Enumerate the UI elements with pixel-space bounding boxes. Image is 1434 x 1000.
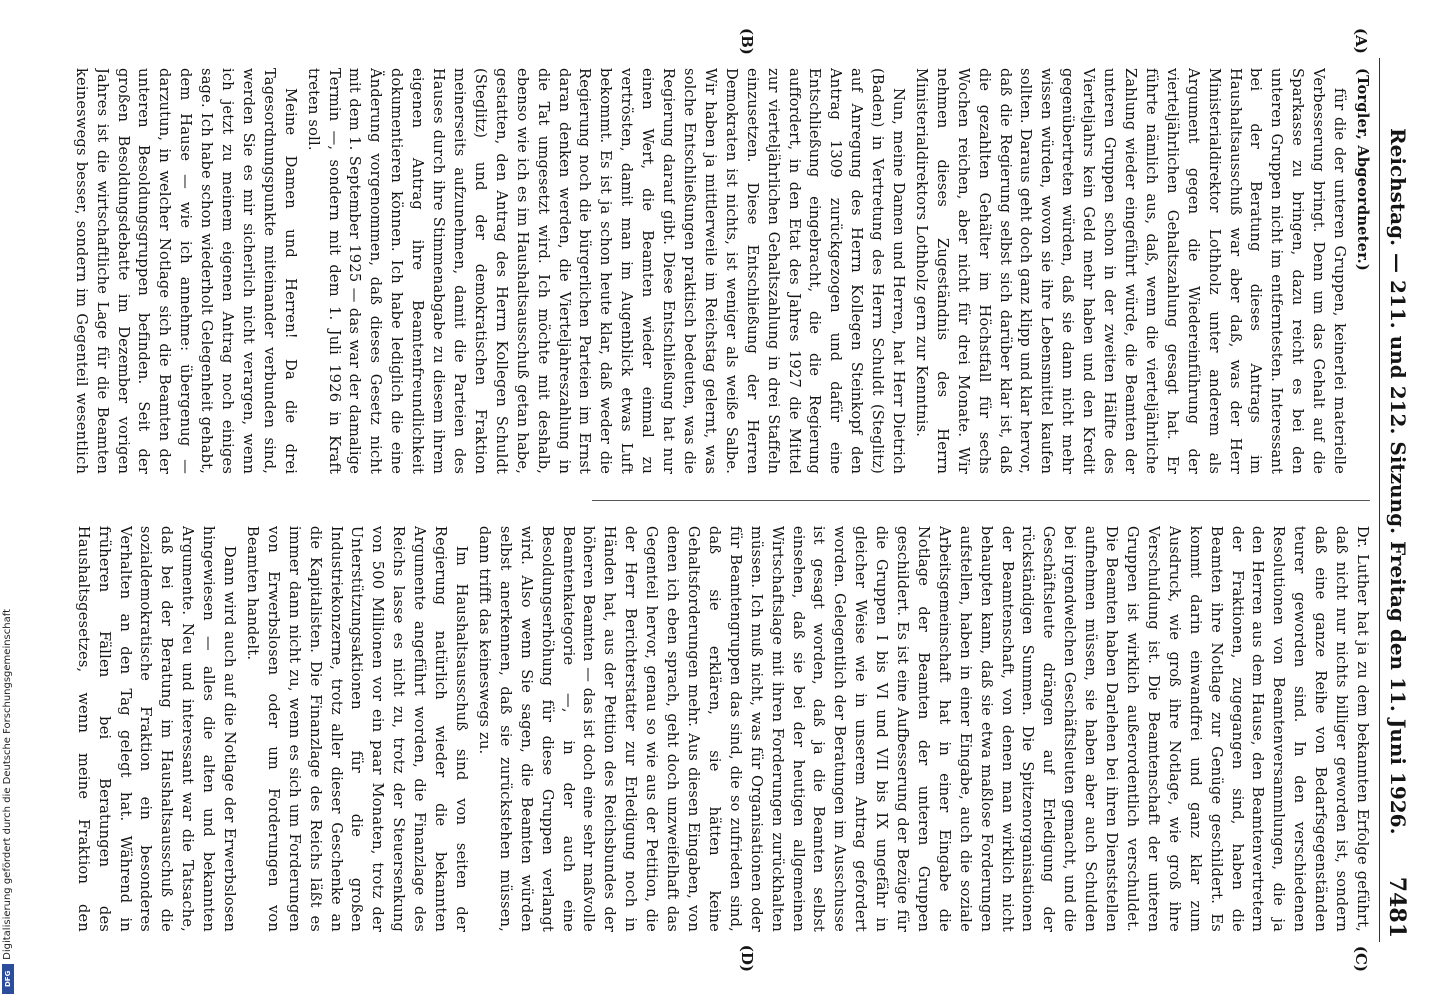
left-paragraph: Nun, meine Damen und Herren, hat Herr Dietrich (Baden) in Vertretung des Herrn Schuldt (Steglitz) auf Anregung des Herrn Kollegen Steinkopf den Antrag 1309 zurückgezogen und dafür eine Entschließung eingebracht, die die Regierung auffordert, in den Etat des Jahres 1927 die Mittel zur vierteljährlichen Gehaltszahlung in drei Staffeln einzusetzen. Diese Entschließung der Herren Demokraten ist nichts, ist weniger als weiße Salbe. Wir haben ja mittlerweile im Reichstag gelernt, was solche Entschließungen praktisch bedeuten, was die Regierung darauf gibt. Diese Entschließung hat nur einen Wert, die Beamten wieder einmal zu vertrösten, damit man im Augenblick etwas Luft bekommt. Es ist ja schon heute klar, daß weder die Regierung noch die bürgerlichen Parteien im Ernst daran denken werden, die Vierteljahreszahlung in die Tat umgesetzt wird. Ich möchte mit deshalb, ebenso wie ich es im Haushaltsausschuß getan habe, gestatten, den Antrag des Herrn Kollegen Schuldt (Steglitz) und der demokratischen Fraktion meinerseits aufzunehmen, damit die Parteien des Hauses durch ihre Stimmenabgabe zu diesem ihrem eigenen Antrag ihre Beamtenfreundlichkeit dokumentieren können. Ich habe lediglich die eine Änderung vorgenommen, daß dieses Gesetz nicht mit dem 1. September 1925 — das war der damalige Termin —, sondern mit dem 1. Juli 1926 in Kraft treten soll. <box>304 68 908 475</box>
speaker-line: (Torgler, Abgeordneter.) <box>1354 68 1371 272</box>
credit-text: Digitalisierung gefördert durch die Deutsche Forschungsgemeinschaft <box>2 609 13 960</box>
page-header <box>1379 58 1414 942</box>
text-columns <box>72 28 1372 972</box>
left-paragraph: Meine Damen und Herren! Da die drei Tagesordnungspunkte miteinander verbunden sind, werden Sie es mir sicherlich nicht verargen, wenn ich jetzt zu meinem eigenen Antrag noch einiges sage. Ich habe schon wiederholt Gelegenheit gehabt, dem Hause — wie ich annehme: übergenug — darzutun, in welcher Notlage sich die Beamten der unteren Besoldungsgruppen befinden. Seit der großen Besoldungsdebatte im Dezember vorigen Jahres ist die wirtschaftliche Lage für die Beamten keineswegs besser, sondern im Gegenteil wesentlich <box>72 68 299 475</box>
page-number: 7481 <box>1384 876 1410 938</box>
right-paragraph: Im Haushaltsausschuß sind von seiten der Regierung natürlich wieder die bekannten Argumente angeführt worden, die Finanzlage des Reichs lasse es nicht zu, trotz der Steuersenkung von 500 Millionen vor ein paar Monaten, trotz der Unterstützungsaktionen für die großen Industriekonzerne, trotz aller dieser Geschenke an die Kapitalisten. Die Finanzlage des Reichs läßt es immer dann nicht zu, wenn es sich um Forderungen von Erwerbslosen oder um Forderungen von Beamten handelt. <box>243 525 471 932</box>
margin-letter-b: (B) <box>738 28 756 55</box>
margin-letter-d: (D) <box>738 944 756 972</box>
digitization-credit <box>0 600 18 1000</box>
margin-letter-c: (C) <box>1352 945 1370 972</box>
left-paragraph: für die der unteren Gruppen, keinerlei materielle Verbesserung bringt. Denn um das Gehalt auf die Sparkasse zu bringen, dazu reicht es bei den unteren Gruppen nicht im entferntesten. Interessant bei der Beratung dieses Antrags im Haushaltsausschuß war aber daß, was der Herr Ministerialdirektor Lothholz unter anderem als Argument gegen die Wiedereinführung der vierteljährlichen Gehaltszahlung gesagt hat. Er führte nämlich aus, daß, wenn die vierteljährliche Zahlung wieder eingeführt würde, die Beamten der unteren Gruppen schon in der zweiten Hälfte des Vierteljahrs kein Geld mehr haben und den Kredit gegenübertreten würden, daß sie dann nicht mehr wissen würden, wovon sie ihre Lebensmittel kaufen sollten. Daraus geht doch ganz klipp und klar hervor, daß die Regierung selbst sich darüber klar ist, daß die gezahlten Gehälter im Höchstfall für sechs Wochen reichen, aber nicht für drei Monate. Wir nehmen dieses Zugeständnis des Herrn Ministerialdirektors Lothholz gern zur Kenntnis. <box>912 68 1349 475</box>
right-column <box>72 526 1372 932</box>
right-paragraph: Dr. Luther hat ja zu dem bekannten Erfolge geführt, daß nicht nur nichts billiger geworden ist, sondern daß eine ganze Reihe von Bedarfsgegenständen teurer geworden sind. In den verschiedenen Resolutionen von Beamtenversammlungen, die ja den Herren aus dem Hause, den Beamtenvertretern der Fraktionen, zugegangen sind, haben die Beamten ihre Notlage zur Genüge geschildert. Es kommt darin einwandfrei und ganz klar zum Ausdruck, wie groß ihre Notlage, wie groß ihre Verschuldung ist. Die Beamtenschaft der unteren Gruppen ist wirklich außerordentlich verschuldet. Die Beamten haben Darlehen bei ihren Dienststellen aufnehmen müssen, sie haben aber auch Schulden bei irgendwelchen Geschäftsleuten gemacht, und die Geschäftsleute drängen auf Erledigung der rückständigen Summen. Die Spitzenorganisationen der Beamtenschaft, von denen man wirklich nicht behaupten kann, daß sie etwa maßlose Forderungen aufstellen, haben in einer Eingabe, auch die soziale Arbeitsgemeinschaft hat in einer Eingabe die Notlage der Beamten der unteren Gruppen geschildert. Es ist eine Aufbesserung der Bezüge für die Gruppen I bis VI und VII bis IX ungefähr in gleicher Weise wie in unserem Antrag gefordert worden. Gelegentlich der Beratungen im Ausschusse ist gesagt worden, daß ja die Beamten selbst einsehen, daß sie bei der heutigen allgemeinen Wirtschaftslage mit ihren Forderungen zurückhalten müssen. Ich muß nicht, was für Organisationen oder für Beamtengruppen das sind, die so zufrieden sind, daß sie erklären, sie hätten keine Gehaltsforderungen mehr. Aus diesen Eingaben, von denen ich eben sprach, geht doch unzweifelhaft das Gegenteil hervor, genau so wie aus der Petition, die der Herr Berichterstatter zur Erledigung noch in Händen hat, aus der Petition des Reichsbundes der höheren Beamten — das ist doch eine sehr maßvolle Beamtenkategorie —, in der auch eine Besoldungserhöhung für diese Gruppen verlangt wird. Also wenn Sie sagen, die Beamten würden selbst anerkennen, daß sie zurückstehen müssen, dann trifft das keineswegs zu. <box>475 525 1371 932</box>
margin-letter-a: (A) <box>1352 28 1370 54</box>
left-column <box>72 68 1372 474</box>
running-title: Reichstag. — 211. und 212. Sitzung. Freitag den 11. Juni 1926. <box>1386 128 1410 835</box>
right-paragraph: Dann wird auch auf die Notlage der Erwerbslosen hingewiesen — alles die alten und bekannten Argumente. Neu und interessant war die Tatsache, daß bei der Beratung im Haushaltsausschuß die sozialdemokratische Fraktion ein besonderes Verhalten an den Tag gelegt hat. Während in früheren Fällen bei Beratungen des Haushaltsgesetzes, wenn meine Fraktion den <box>74 525 239 932</box>
dfg-logo: DFG <box>2 964 14 994</box>
column-divider <box>592 500 1370 501</box>
